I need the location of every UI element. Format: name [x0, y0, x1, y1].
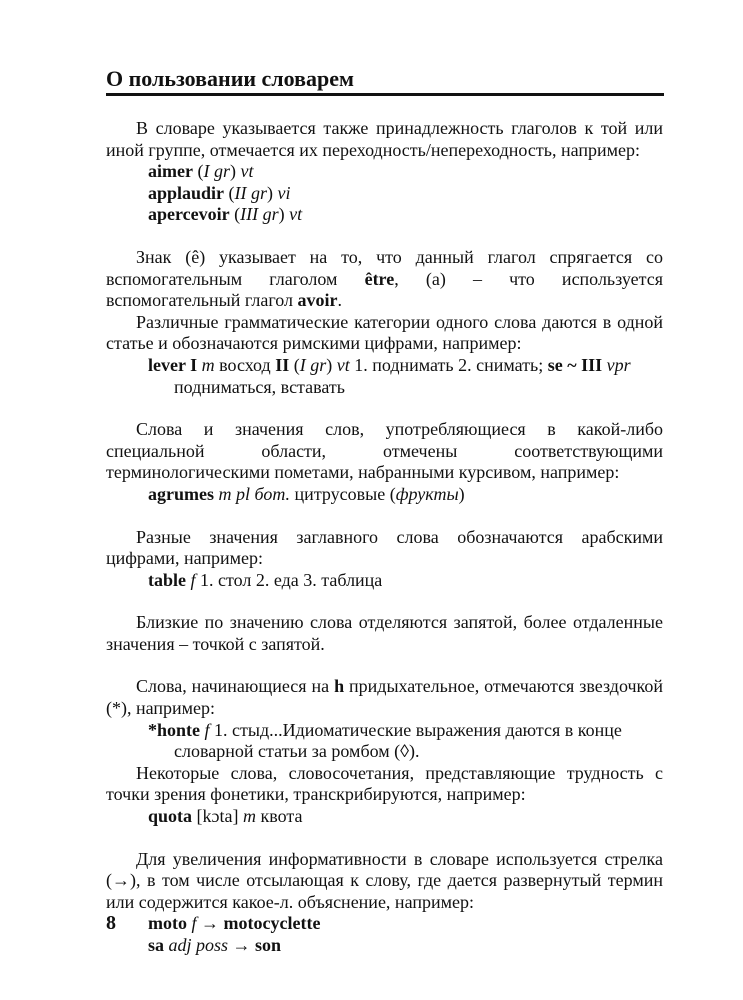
headword: *honte — [148, 719, 201, 740]
arrow-icon: → — [196, 913, 224, 934]
headword: aimer — [148, 161, 193, 182]
example-aimer — [148, 161, 663, 183]
grammar-mark: m — [242, 806, 256, 827]
grammar-mark: vt — [336, 354, 350, 375]
group-mark: I gr — [299, 354, 327, 375]
paren: ( — [229, 204, 241, 225]
grammar-mark: vpr — [606, 354, 631, 375]
grammar-mark: vt — [289, 204, 303, 225]
paragraph-punctuation: Близкие по значению слова отделяются запятой, более отдаленные значения – точкой с запятой. — [106, 612, 663, 654]
paren: ) — [267, 182, 278, 203]
grammar-mark: f — [187, 913, 197, 934]
example-sa — [148, 935, 663, 957]
headword: quota — [148, 806, 193, 827]
translation: восход — [214, 354, 276, 375]
paragraph-roman-numerals: Различные грамматические категории одного слова даются в одной статье и обозначаются римскими цифрами, например: — [106, 311, 663, 354]
grammar-mark: m — [197, 354, 215, 375]
paren: ( — [289, 354, 300, 375]
note: фрукты — [395, 483, 459, 504]
example-honte — [148, 720, 663, 763]
text: Знак (ê) указывает на то, что данный глагол спрягается со вспомогательным глаголом — [106, 246, 663, 289]
example-agrumes — [148, 484, 663, 506]
headword: moto — [148, 913, 187, 934]
headword: table — [148, 569, 186, 590]
group-mark: III gr — [240, 204, 279, 225]
arrow-icon: → — [228, 935, 256, 955]
grammar-mark: vi — [277, 182, 291, 203]
keyword: h — [334, 676, 345, 697]
paragraph-transcription: Некоторые слова, словосочетания, представляющие трудность с точки зрения фонетики, транскрибируются, например: — [106, 762, 663, 805]
text: Слова, начинающиеся на — [136, 676, 335, 697]
headword: lever I — [148, 354, 198, 375]
example-applaudir — [148, 183, 663, 205]
translation: 1. поднимать 2. снимать; — [349, 354, 548, 375]
translation: подниматься, вставать — [174, 376, 345, 397]
group-mark: I gr — [203, 161, 230, 182]
headword: se ~ III — [547, 354, 603, 375]
grammar-mark: vt — [240, 161, 254, 182]
paragraph-terminology: Слова и значения слов, употребляющиеся в какой-либо специальной области, отмечены соответствующими терминологическими пометами, набранными курсивом, например: — [106, 419, 663, 483]
translation: квота — [255, 806, 303, 827]
group-mark: II gr — [234, 182, 268, 203]
keyword: être — [364, 268, 395, 289]
text: , (а) – что используется вспомогательный глагол — [106, 268, 663, 311]
translation: цитрусовые ( — [290, 483, 396, 504]
header-rule — [106, 93, 664, 96]
example-quota — [148, 806, 663, 828]
page-number: 8 — [106, 912, 116, 934]
paragraph-arabic-numerals: Разные значения заглавного слова обозначаются арабскими цифрами, например: — [106, 526, 663, 569]
paren: ( — [192, 161, 204, 182]
text: . — [337, 290, 342, 311]
paragraph-auxiliary — [106, 247, 663, 312]
grammar-mark: m pl бот. — [214, 483, 291, 504]
transcription: [kɔta] — [192, 806, 243, 827]
headword: sa — [148, 935, 165, 955]
paragraph-verb-groups: В словаре указывается также принадлежность глаголов к той или иной группе, отмечается их переходность/непереходность, например: — [106, 118, 663, 160]
paren: ) — [229, 161, 241, 182]
headword: applaudir — [148, 182, 225, 203]
grammar-mark: adj poss — [164, 935, 229, 955]
example-apercevoir — [148, 204, 663, 226]
translation: 1. стыд...Идиоматические выражения даются в конце словарной статьи за ромбом (◊). — [174, 719, 622, 762]
paragraph-arrow: Для увеличения информативности в словаре используется стрелка (→), в том числе отсылающая к слову, где дается развернутый термин или содержится какое-л. объяснение, например: — [106, 848, 663, 912]
grammar-mark: f — [200, 719, 210, 740]
example-table — [148, 570, 663, 592]
example-moto — [148, 913, 663, 935]
reference-word: son — [255, 935, 282, 955]
paren: ) — [458, 483, 465, 504]
paren: ) — [326, 354, 337, 375]
headword: agrumes — [148, 483, 214, 504]
keyword: avoir — [297, 290, 338, 311]
grammar-mark: f — [186, 569, 196, 590]
paren: ( — [224, 182, 235, 203]
page-title: О пользовании словарем — [106, 66, 354, 91]
translation: 1. стол 2. еда 3. таблица — [195, 569, 383, 590]
headword: apercevoir — [148, 204, 230, 225]
page-body — [106, 118, 663, 957]
paren: ) — [278, 204, 290, 225]
example-lever — [148, 355, 663, 398]
paragraph-aspirated-h — [106, 676, 663, 719]
roman-numeral: II — [275, 354, 290, 375]
text: придыхательное, отмечаются звездочкой (*), например: — [106, 676, 663, 719]
reference-word: motocyclette — [223, 913, 321, 934]
